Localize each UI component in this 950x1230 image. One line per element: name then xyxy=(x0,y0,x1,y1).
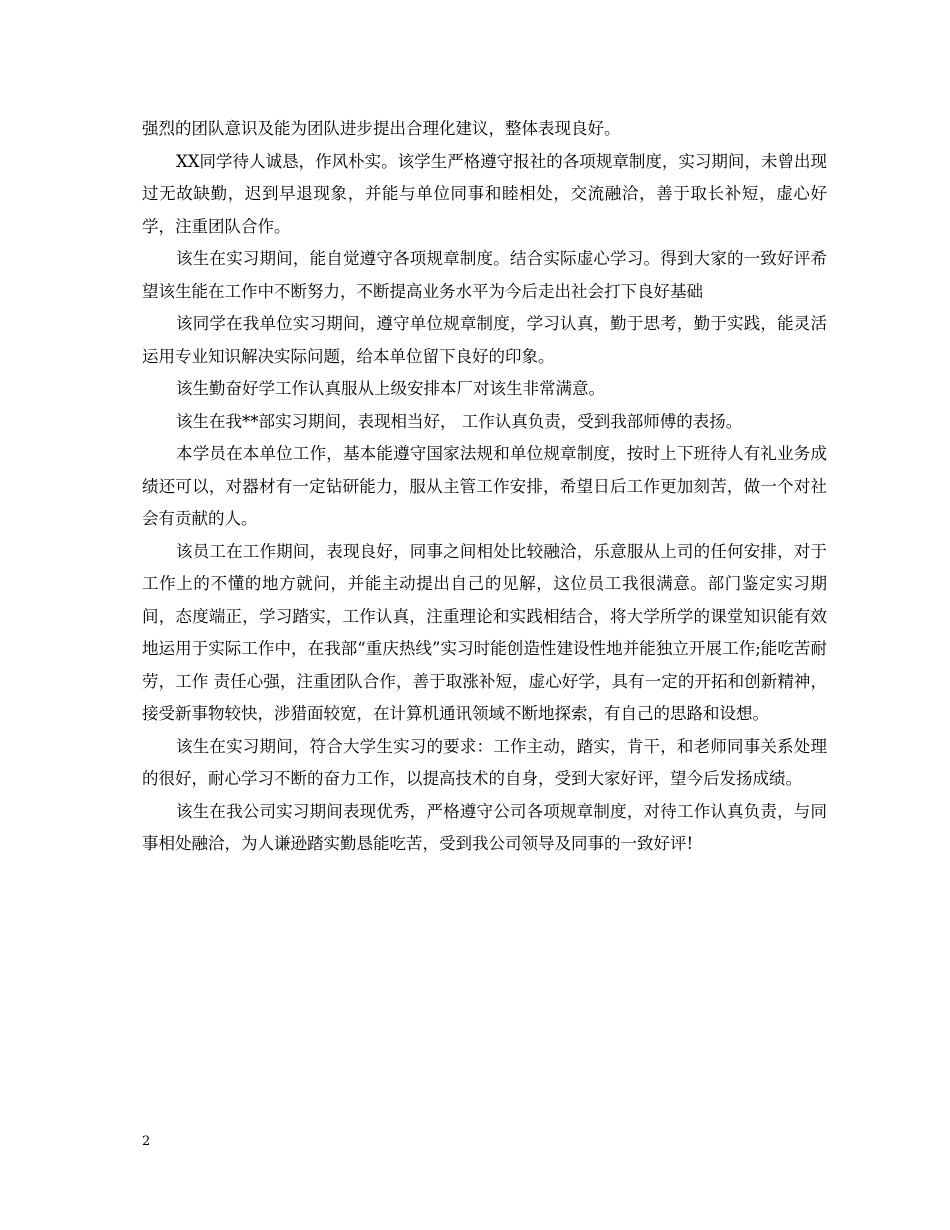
paragraph-7: 本学员在本单位工作，基本能遵守国家法规和单位规章制度，按时上下班待人有礼业务成绩还可以，对器材有一定钻研能力，服从主管工作安排，希望日后工作更加刻苦，做一个对社会有贡献的人。 xyxy=(142,444,827,528)
paragraph-3: 该生在实习期间，能自觉遵守各项规章制度。结合实际虚心学习。得到大家的一致好评希望该生能在工作中不断努力，不断提高业务水平为今后走出社会打下良好基础 xyxy=(142,249,827,301)
paragraph-9: 该生在实习期间，符合大学生实习的要求：工作主动，踏实，肯干，和老师同事关系处理的很好，耐心学习不断的奋力工作，以提高技术的自身，受到大家好评，望今后发扬成绩。 xyxy=(142,736,827,788)
paragraph-5: 该生勤奋好学工作认真服从上级安排本厂对该生非常满意。 xyxy=(176,379,605,398)
paragraph-8: 该员工在工作期间，表现良好，同事之间相处比较融洽，乐意服从上司的任何安排，对于工作上的不懂的地方就问，并能主动提出自己的见解，这位员工我很满意。部门鉴定实习期间，态度端正，学习踏实，工作认真，注重理论和实践相结合，将大学所学的课堂知识能有效地运用于实际工作中，在我部“重庆热线”实习时能创造性建设性地并能独立开展工作;能吃苦耐劳，工作 责任心强，注重团队合作，善于取涨补短，虚心好学，具有一定的开拓和创新精神，接受新事物较快，涉猎面较宽，在计算机通讯领域不断地探索，有自己的思路和设想。 xyxy=(142,541,827,723)
paragraph-4: 该同学在我单位实习期间，遵守单位规章制度，学习认真，勤于思考，勤于实践，能灵活运用专业知识解决实际问题，给本单位留下良好的印象。 xyxy=(142,314,827,366)
paragraph-2: XX同学待人诚恳，作风朴实。该学生严格遵守报社的各项规章制度，实习期间，未曾出现过无故缺勤，迟到早退现象，并能与单位同事和睦相处，交流融洽，善于取长补短，虚心好学，注重团队合作。 xyxy=(142,151,827,236)
page-number: 2 xyxy=(142,1134,151,1149)
paragraph-6: 该生在我**部实习期间，表现相当好， 工作认真负责，受到我部师傅的表扬。 xyxy=(176,411,743,431)
paragraph-1: 强烈的团队意识及能为团队进步提出合理化建议，整体表现良好。 xyxy=(142,119,621,138)
paragraph-10: 该生在我公司实习期间表现优秀，严格遵守公司各项规章制度，对待工作认真负责，与同事相处融洽，为人谦逊踏实勤恳能吃苦，受到我公司领导及同事的一致好评! xyxy=(142,801,827,853)
document-body xyxy=(142,113,827,861)
